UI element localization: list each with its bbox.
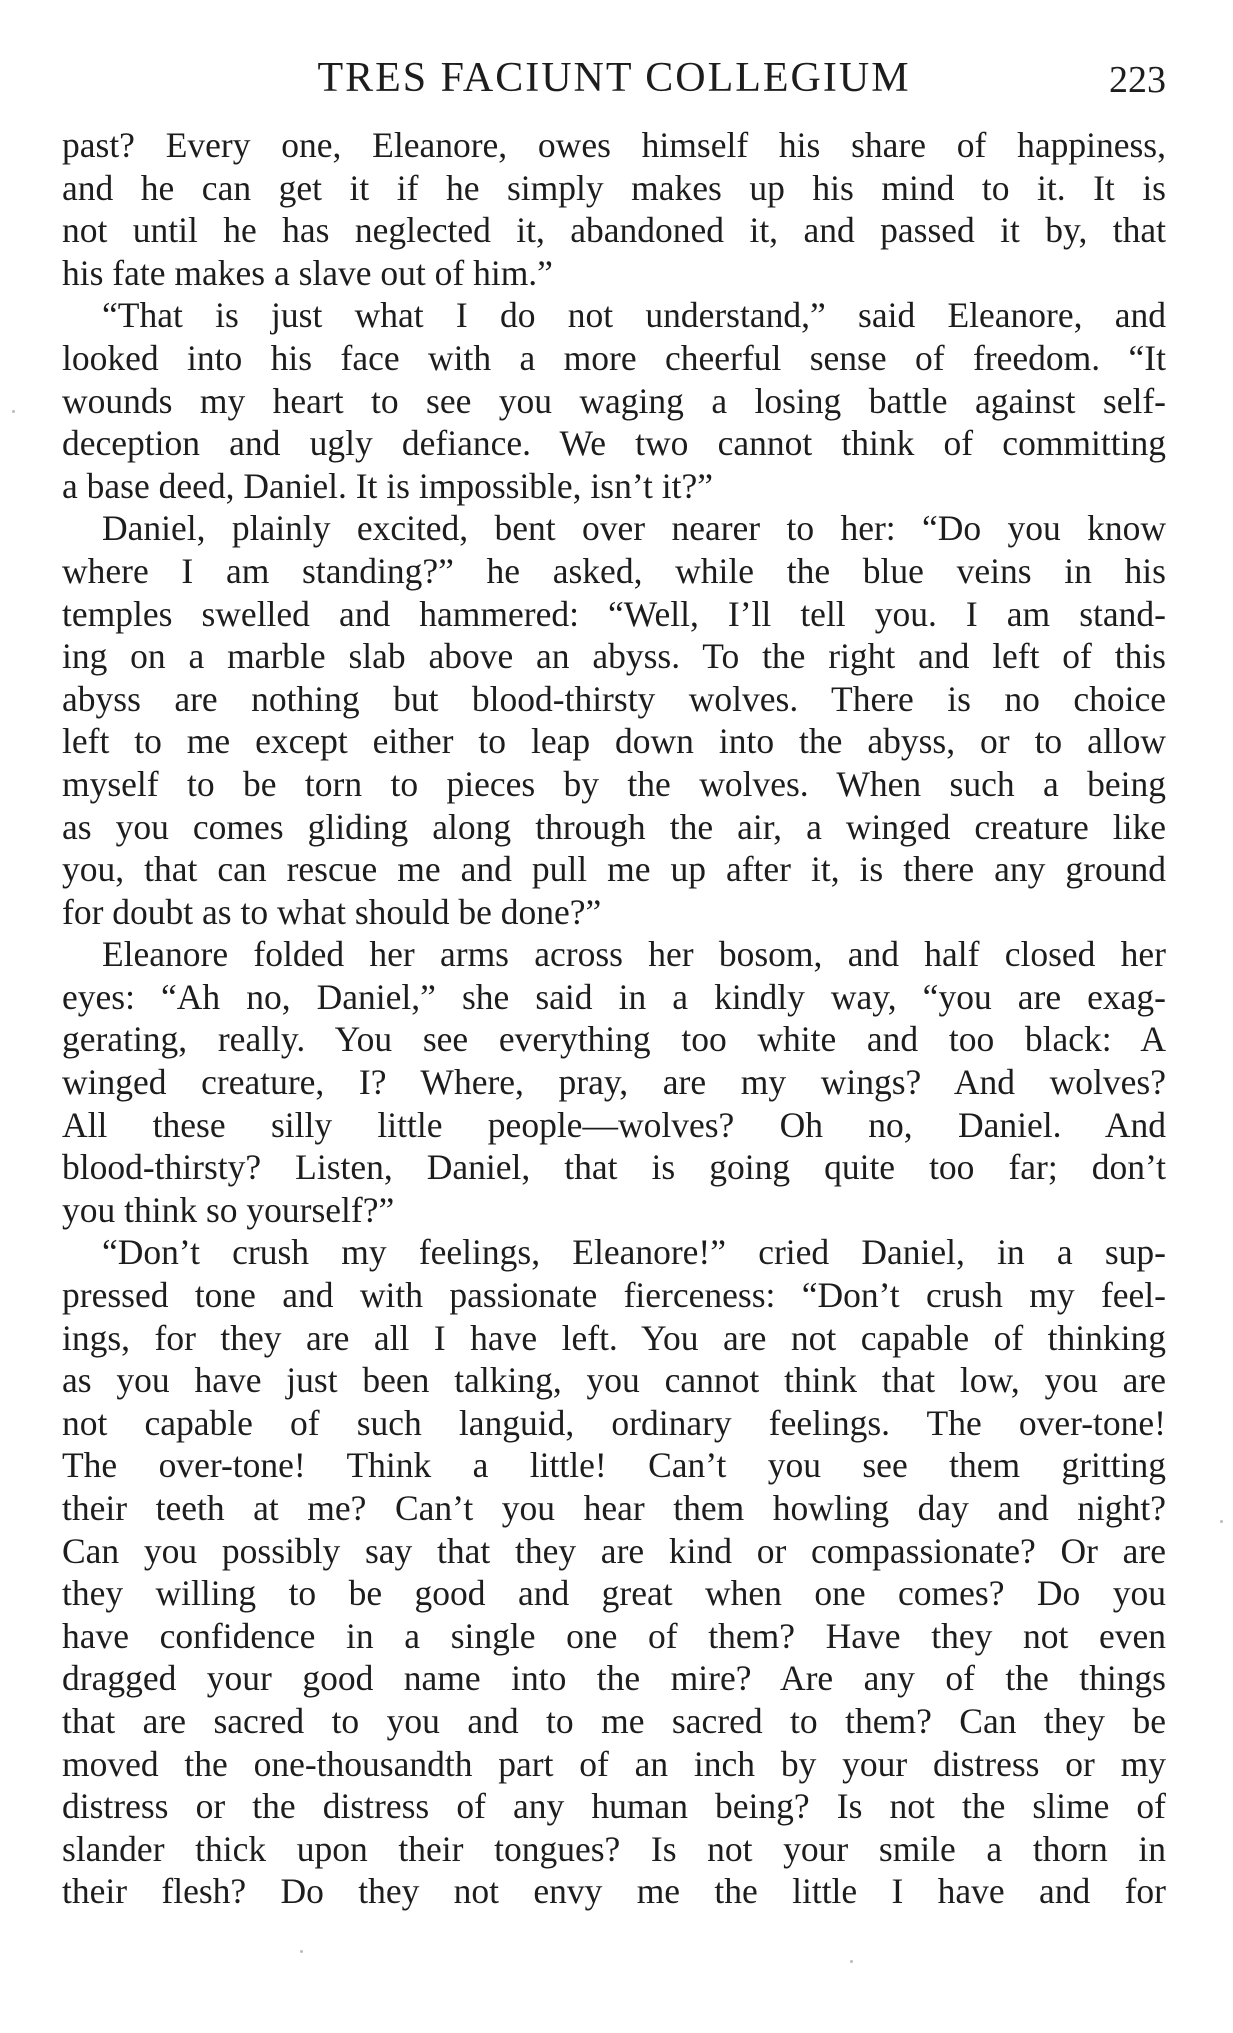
text-line: myself to be torn to pieces by the wolves. When such a being (62, 763, 1166, 804)
text-line: you, that can rescue me and pull me up after it, is there any ground (62, 849, 1166, 890)
text-line: past? Every one, Eleanore, owes himself his share of happiness, (62, 125, 1166, 165)
text-line: blood-thirsty? Listen, Daniel, that is going quite too far; don’t (62, 1147, 1166, 1188)
text-line: that are sacred to you and to me sacred to them? Can they be (62, 1700, 1166, 1741)
text-line: Daniel, plainly excited, bent over nearer to her: “Do you know (102, 508, 1166, 549)
text-line: The over-tone! Think a little! Can’t you see them gritting (62, 1445, 1166, 1486)
scan-speck (1220, 1520, 1223, 1523)
page-number: 223 (1109, 59, 1166, 101)
scan-speck (850, 1960, 853, 1963)
scan-speck (12, 410, 15, 413)
book-page (62, 50, 1166, 1913)
text-line: “Don’t crush my feelings, Eleanore!” cried Daniel, in a sup- (102, 1232, 1166, 1273)
text-line: temples swelled and hammered: “Well, I’ll tell you. I am stand- (62, 593, 1166, 634)
text-line: ings, for they are all I have left. You are not capable of thinking (62, 1317, 1166, 1358)
text-line: wounds my heart to see you waging a losing battle against self- (62, 380, 1166, 421)
text-line: abyss are nothing but blood-thirsty wolves. There is no choice (62, 678, 1166, 719)
text-line: dragged your good name into the mire? Are any of the things (62, 1658, 1166, 1699)
text-line: their teeth at me? Can’t you hear them howling day and night? (62, 1488, 1166, 1528)
text-line: not until he has neglected it, abandoned it, and passed it by, that (62, 210, 1166, 251)
text-line: eyes: “Ah no, Daniel,” she said in a kindly way, “you are exag- (62, 976, 1166, 1017)
running-head (62, 50, 1166, 112)
text-line: Eleanore folded her arms across her bosom, and half closed her (102, 934, 1166, 975)
text-line: you think so yourself?” (62, 1189, 395, 1230)
text-line: gerating, really. You see everything too white and too black: A (62, 1019, 1166, 1060)
body-text (62, 124, 1166, 1913)
text-line: left to me except either to leap down into the abyss, or to allow (62, 721, 1166, 762)
text-line: as you have just been talking, you cannot think that low, you are (62, 1360, 1166, 1401)
text-line: as you comes gliding along through the air, a winged creature like (62, 806, 1166, 847)
text-line: they willing to be good and great when one comes? Do you (62, 1573, 1166, 1614)
text-line: winged creature, I? Where, pray, are my wings? And wolves? (62, 1062, 1166, 1103)
text-line: distress or the distress of any human being? Is not the slime of (62, 1786, 1166, 1827)
text-line: his fate makes a slave out of him.” (62, 252, 553, 293)
text-line: ing on a marble slab above an abyss. To the right and left of this (62, 636, 1166, 677)
text-line: where I am standing?” he asked, while the blue veins in his (62, 550, 1166, 591)
text-line: looked into his face with a more cheerful sense of freedom. “It (62, 337, 1166, 378)
text-line: All these silly little people—wolves? Oh no, Daniel. And (62, 1104, 1166, 1145)
text-line: pressed tone and with passionate fierceness: “Don’t crush my feel- (62, 1275, 1166, 1316)
text-line: “That is just what I do not understand,” said Eleanore, and (102, 295, 1166, 336)
text-line: have confidence in a single one of them? Have they not even (62, 1615, 1166, 1656)
scan-speck (300, 1950, 303, 1953)
text-line: deception and ugly defiance. We two cannot think of committing (62, 423, 1166, 464)
text-line: for doubt as to what should be done?” (62, 891, 602, 932)
text-line: moved the one-thousandth part of an inch by your distress or my (62, 1743, 1166, 1784)
text-line: slander thick upon their tongues? Is not your smile a thorn in (62, 1828, 1166, 1869)
text-line: not capable of such languid, ordinary feelings. The over-tone! (62, 1402, 1166, 1443)
text-line: Can you possibly say that they are kind or compassionate? Or are (62, 1530, 1166, 1571)
text-line: and he can get it if he simply makes up his mind to it. It is (62, 167, 1166, 208)
text-line: their flesh? Do they not envy me the little I have and for (62, 1871, 1166, 1912)
running-title: TRES FACIUNT COLLEGIUM (317, 55, 911, 101)
text-line: a base deed, Daniel. It is impossible, isn’t it?” (62, 465, 714, 506)
